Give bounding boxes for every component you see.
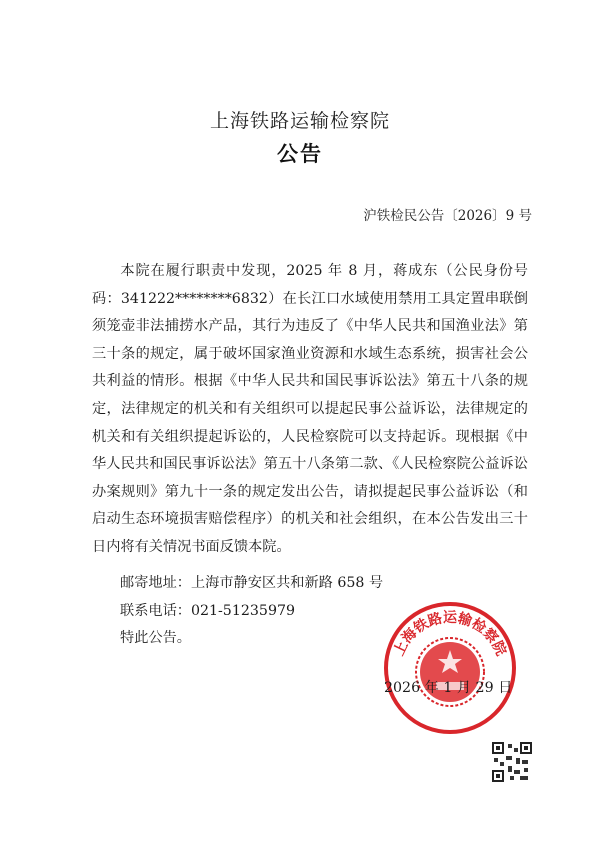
qr-code-icon xyxy=(492,742,532,782)
closing-statement: 特此公告。 xyxy=(120,630,191,646)
document-title: 公告 xyxy=(277,142,323,166)
body-paragraph: 本院在履行职责中发现，2025 年 8 月，蒋成东（公民身份号码：341222********6832）在长江口水域使用禁用工具定置串联倒须笼壶非法捕捞水产品，其行为违反了《中华人民共和国渔业法》第三十条的规定，属于破坏国家渔业资源和水域生态系统，损害社会公共利益的情形。根据《中华人民共和国民事诉讼法》第五十八条的规定，法律规定的机关和有关组织可以提起民事公益诉讼，法律规定的机关和有关组织提起诉讼的，人民检察院可以支持起诉。现根据《中华人民共和国民事诉讼法》第五十八条第二款、《人民检察院公益诉讼办案规则》第九十一条的规定发出公告，请拟提起民事公益诉讼（和启动生态环境损害赔偿程序）的机关和社会组织，在本公告发出三十日内将有关情况书面反馈本院。 xyxy=(92,263,528,555)
signature-date: 2026 年 1 月 29 日 xyxy=(384,680,513,696)
mailing-address: 邮寄地址：上海市静安区共和新路 658 号 xyxy=(120,575,384,591)
organization-name: 上海铁路运输检察院 xyxy=(209,110,390,132)
document-number: 沪铁检民公告〔2026〕9 号 xyxy=(363,208,532,224)
contact-phone: 联系电话：021-51235979 xyxy=(120,603,296,619)
announcement-body xyxy=(92,258,528,562)
official-seal-icon xyxy=(380,598,520,738)
seal-text: 上海铁路运输检察院 xyxy=(391,610,509,659)
